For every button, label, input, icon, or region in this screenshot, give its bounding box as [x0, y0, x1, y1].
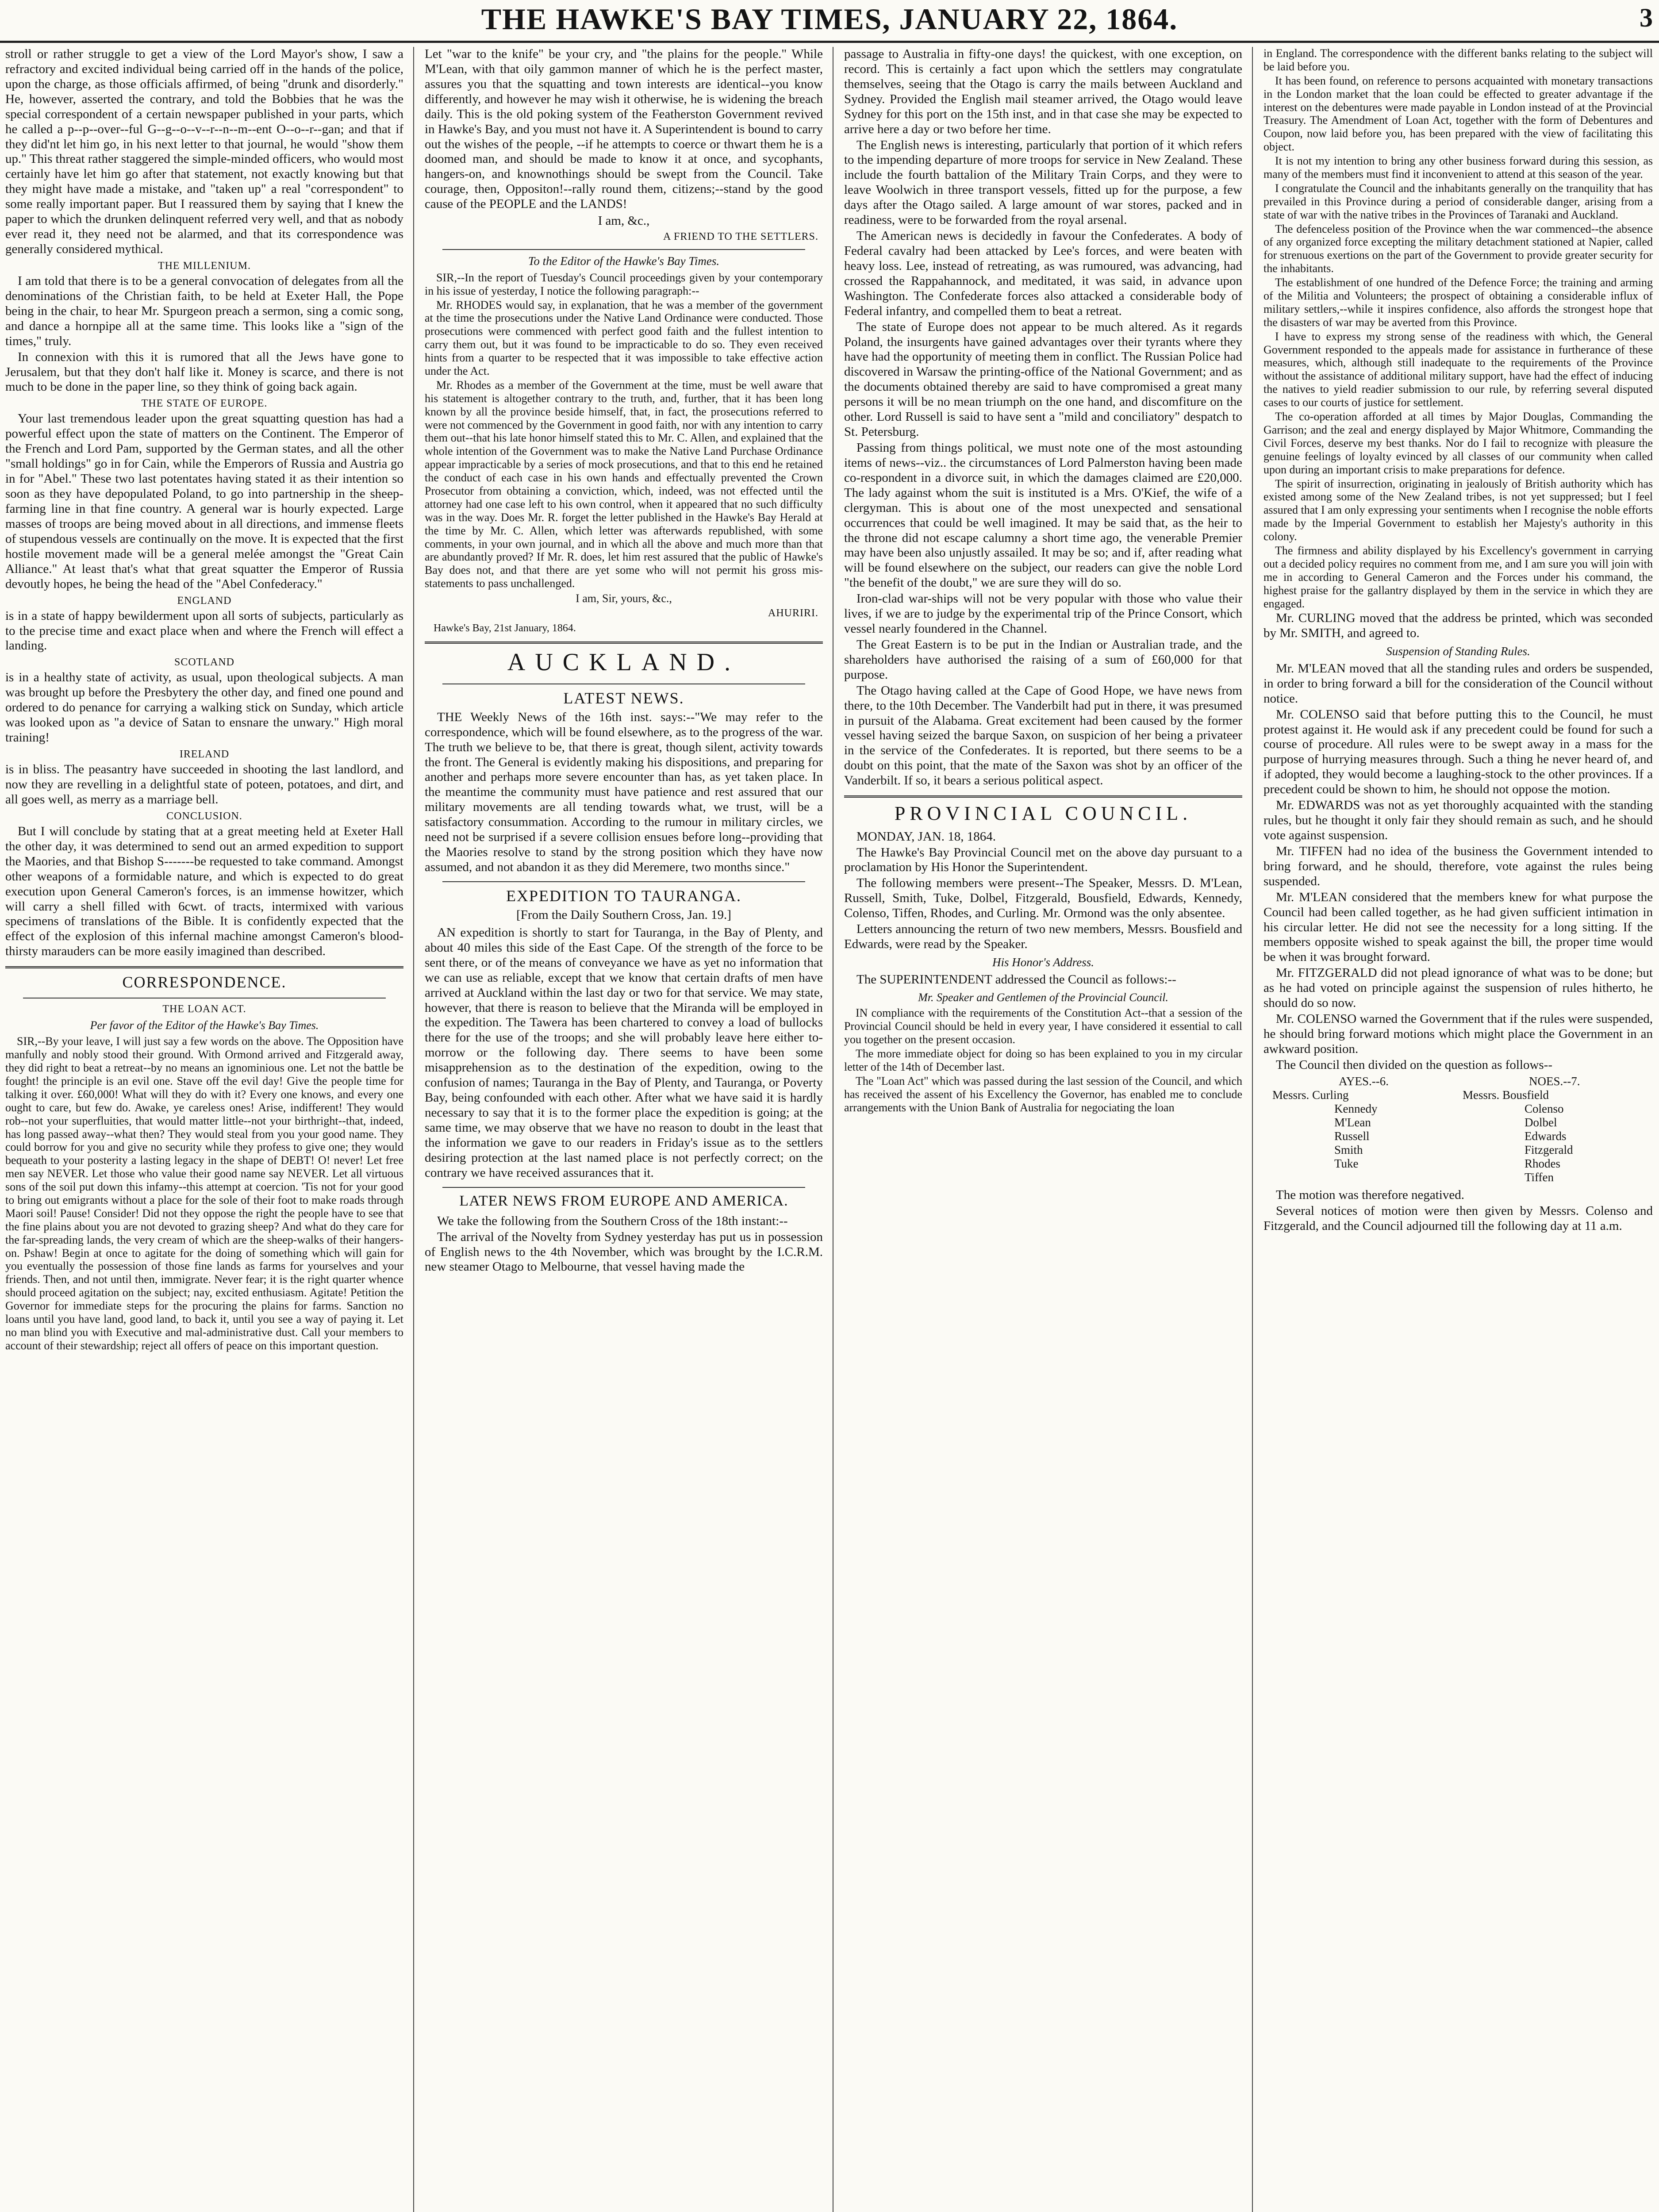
paragraph: is in a healthy state of activity, as usual, upon theological subjects. A man was brought up before the Presbytery the other day, and fined one pound and ordered to do penance for carrying a walking stick on Sunday, which article was looked upon as "a device of Satan to ensnare the unwary." High moral training!: [5, 670, 403, 745]
divider: [442, 1187, 805, 1188]
section-divider: [425, 641, 823, 644]
section-heading: PROVINCIAL COUNCIL.: [894, 803, 1192, 825]
paragraph: Let "war to the knife" be your cry, and "the plains for the people." While M'Lean, with that oily gammon manner of which he is the perfect master, assures you that the squatting and town interests are identical--you know differently, and however he may wish it otherwise, he is widening the breach daily. This is the old poking system of the Featherston Government revived in Hawke's Bay, and you must not have it. A Superintendent is bound to carry out the wishes of the people, --if he attempts to coerce or thwart them he is a doomed man, and should be made to know it at once, and sycophants, hangers-on, and knownothings should be swept from the Council. Take courage, then, Oppositon!--rally round them, citizens;--stand by the good cause of the PEOPLE and the LANDS!: [425, 47, 823, 211]
paragraph: The co-operation afforded at all times by Major Douglas, Commanding the Garrison; and the zeal and energy displayed by Major Whitmore, Commanding the Civil Forces, deserve my best thanks. Nor do I fail to recognize with pleasure the genuine feelings of loyalty evinced by all classes of our community when called upon during an important crisis to make preparations for defence.: [1263, 410, 1653, 476]
list-item: Bousfield: [1502, 1088, 1549, 1102]
paragraph: THE Weekly News of the 16th inst. says:--"We may refer to the correspondence, which will be found elsewhere, as to the progress of the war. The truth we believe to be, that there is great, though silent, activity towards the front. The General is evidently making his dispositions, and preparing for another and perhaps more severe encounter than has, as yet taken place. In the meantime the community must have patience and rest assured that our military movements are all tending towards what, we trust, will be a satisfactory consummation. According to the rumour in military circles, we need not be surprised if a severe collision ensues before long--providing that the Maories resolve to stand by the strong position which they have now assumed, and not abandon it as they did Meremere, two months since.": [425, 710, 823, 874]
paragraph: Mr. M'LEAN considered that the members knew for what purpose the Council had been called together, as he had given sufficient intimation in his circular letter. He did not see the necessity for a long sitting. If the members opposite wished to speak against the bill, the proper time would be when it was brought forward.: [1263, 890, 1653, 964]
list-item: Curling: [1312, 1088, 1349, 1102]
noes-heading: NOES.--7.: [1529, 1074, 1580, 1088]
paragraph: It has been found, on reference to persons acquainted with monetary transactions in the London market that the loan could be effected to greater advantage if the interest on the debentures were made payable in London instead of at the Provincial Treasury. The Amendment of Loan Act, together with the form of Debentures and Coupon, now laid before you, has been prepared with the view of facilitating this object.: [1263, 74, 1653, 154]
paragraph: Iron-clad war-ships will not be very popular with those who value their lives, if we are to judge by the experimental trip of the Prince Consort, which vessel nearly foundered in the Channel.: [844, 591, 1242, 636]
list-item: M'Lean: [1334, 1115, 1371, 1129]
paragraph: The Council then divided on the question as follows--: [1276, 1057, 1553, 1072]
paragraph: Mr. RHODES would say, in explanation, that he was a member of the government at the time the prosecutions under the Native Land Ordinance were conducted. Those prosecutions were commenced with perfect good faith and the fullest intention to carry them out, but it was found to be impracticable to do so. They even received hints from a quarter to be respected that it was impossible to take effective action under the Act.: [425, 298, 823, 377]
article-heading: LATEST NEWS.: [563, 689, 684, 707]
paragraph: Your last tremendous leader upon the great squatting question has had a powerful effect upon the state of matters on the Continent. The Emperor of the French and Lord Pam, supported by the German states, and all the other "small holdings" go in for Cain, while the Emperors of Russia and Austria go in for "Abel." These two last potentates having stated it as their intention so soon as they have depopulated Poland, to go into partnership in the sheep-farming line in that fine country. A general war is hourly expected. Large masses of troops are being moved about in all directions, and immense fleets of stupendous vessels are continually on the move. It is expected that the first hostile movement made will be a general melée amongst the "Great Cain Alliance." At least that's what that great squatter the Emperor of Russia devoutly hopes, he being the head of the "Abel Confederacy.": [5, 411, 403, 591]
divider: [442, 249, 805, 250]
paragraph: I have to express my strong sense of the readiness with which, the General Government responded to the appeals made for assistance in furtherance of these measures, which, although still inadequate to the requirements of the Province without the assistance of additional military support, have had the effect of inducing the natives to yield readier submission to our rule, by referring several disputed cases to our courts of justice for settlement.: [1263, 330, 1653, 409]
paragraph: in England. The correspondence with the different banks relating to the subject will be laid before you.: [1263, 47, 1653, 73]
subheading: THE MILLENIUM.: [158, 260, 251, 272]
paragraph: The more immediate object for doing so has been explained to you in my circular letter of the 14th of December last.: [844, 1047, 1242, 1073]
list-item: Kennedy: [1334, 1102, 1378, 1115]
letter-heading: To the Editor of the Hawke's Bay Times.: [528, 254, 720, 268]
article-source: [From the Daily Southern Cross, Jan. 19.]: [516, 908, 731, 922]
paragraph: Mr. COLENSO said that before putting this to the Council, he must protest against it. He would ask if any precedent could be found for such a course of procedure. All rules were to be swept away in a mass for the purpose of hurrying measures through. Such a thing he never heard of, and if adopted, they would become a laughing-stock to the other provinces. If a precedent could be shown to him, he should not oppose the motion.: [1263, 707, 1653, 797]
paragraph: I congratulate the Council and the inhabitants generally on the tranquility that has prevailed in this Province during a period of considerable danger, arising from a state of war with the native tribes in the Provinces of Taranaki and Auckland.: [1263, 181, 1653, 221]
section-heading: CORRESPONDENCE.: [122, 973, 287, 991]
section-divider: [5, 966, 403, 968]
paragraph: Letters announcing the return of two new members, Messrs. Bousfield and Edwards, were read by the Speaker.: [844, 922, 1242, 952]
column-2: [425, 47, 823, 2212]
byline: Per favor of the Editor of the Hawke's Bay Times.: [90, 1019, 319, 1032]
letter-signature: A FRIEND TO THE SETTLERS.: [663, 231, 818, 243]
paragraph: The English news is interesting, particularly that portion of it which refers to the impending departure of more troops for service in New Zealand. These include the fourth battalion of the Military Train Corps, and they were to leave Woolwich in three transport vessels, fitted up for the purpose, a few days after the Otago sailed. A large amount of war stores, packed and in readiness, were to be forwarded from the royal arsenal.: [844, 138, 1242, 227]
messrs-label: Messrs.: [1463, 1088, 1500, 1102]
division-list: [1272, 1075, 1653, 1184]
paragraph: Mr. M'LEAN moved that all the standing rules and orders be suspended, in order to bring forward a bill for the consideration of the Council without notice.: [1263, 661, 1653, 706]
masthead: [0, 0, 1659, 43]
paragraph: The spirit of insurrection, originating in jealously of British authority which has existed among some of the New Zealand tribes, is not yet suppressed; but I feel assured that I am only expressing your sentiments when I recognise the noble efforts made by the Imperial Government to establish her Majesty's authority in this colony.: [1263, 477, 1653, 543]
subheading: His Honor's Address.: [992, 956, 1094, 969]
paragraph: Mr. TIFFEN had no idea of the business the Government intended to bring forward, and he should, therefore, vote against the rules being suspended.: [1263, 844, 1653, 888]
page-number: 3: [1640, 3, 1653, 32]
page-title: THE HAWKE'S BAY TIMES, JANUARY 22, 1864.: [481, 2, 1178, 36]
letter-close: I am, &c.,: [598, 214, 650, 228]
list-item: Edwards: [1525, 1129, 1567, 1143]
section-heading: AUCKLAND.: [507, 649, 741, 676]
list-item: Tuke: [1334, 1157, 1359, 1170]
paragraph: Mr. CURLING moved that the address be printed, which was seconded by Mr. SMITH, and agreed to.: [1263, 611, 1653, 641]
subheading: THE LOAN ACT.: [162, 1003, 246, 1015]
address-salutation: Mr. Speaker and Gentlemen of the Provincial Council.: [918, 991, 1168, 1004]
subheading: SCOTLAND: [174, 657, 234, 668]
list-item: Rhodes: [1525, 1157, 1560, 1170]
paragraph: IN compliance with the requirements of the Constitution Act--that a session of the Provincial Council should be held in every year, I have considered it essential to call you together on the present occasion.: [844, 1006, 1242, 1046]
subheading: CONCLUSION.: [166, 810, 242, 822]
messrs-label: Messrs.: [1272, 1088, 1310, 1102]
paragraph: In connexion with this it is rumored that all the Jews have gone to Jerusalem, but that they don't half like it. Money is scarce, and there is not much to be done in the paper line, so they think of going back again.: [5, 349, 403, 394]
ayes-heading: AYES.--6.: [1339, 1074, 1389, 1088]
paragraph: Mr. FITZGERALD did not plead ignorance of what was to be done; but as he had voted on principle against the suspension of rules hitherto, he should do so now.: [1263, 966, 1653, 1010]
paragraph: The defenceless position of the Province when the war commenced--the absence of any organized force excepting the military detachment stationed at Napier, called for strenuous exertions on the part of the Government to provide greater security for the inhabitants.: [1263, 222, 1653, 275]
paragraph: AN expedition is shortly to start for Tauranga, in the Bay of Plenty, and about 40 miles this side of the East Cape. Of the strength of the force to be sent there, or of the means of conveyance we have as yet no information that we can use as reliable, except that we know that certain drafts of men have arrived at Auckland within the last day or two for that service. We may state, however, that there is reason to believe that the Miranda will be employed in the expedition. The Tawera has been chartered to convey a load of bullocks there for the use of the troops; and she will probably leave here either to-morrow or the following day. There seems to have been some misapprehension as to the destination of the expedition, owing to the confusion of names; Tauranga in the Bay of Plenty, and Tauranga, or Poverty Bay, being confounded with each other. After what we have said it is hardly necessary to say that it is to the former place the expedition is going; at the same time, we may observe that we have no reason to doubt in the least that the information we gave to our readers in Friday's issue as to the settlers desiring protection at the last named place is not perfectly correct; on the contrary we have received assurances that it.: [425, 925, 823, 1180]
paragraph: Several notices of motion were then given by Messrs. Colenso and Fitzgerald, and the Council adjourned till the following day at 11 a.m.: [1263, 1204, 1653, 1233]
paragraph: stroll or rather struggle to get a view of the Lord Mayor's show, I saw a refractory and excited individual being carried off in the hands of the police, upon the charge, as those officials affirmed, of being "drunk and disorderly." He, however, asserted the contrary, and told the Bobbies that he was the special correspondent of a certain newspaper published in your parts, which he called a p--p--over--ful G--g--o--v--r--n--m--ent O--o--r--gan; and that if they did'nt let him go, in his next letter to that journal, he would "show them up." This threat rather staggered the simple-minded officers, who would most certainly have let him go after that statement, not exactly knowing but that they might have made a mistake, and "taken up" a real "correspondent" to some really important paper. But I reassured them by saying that I knew the paper to which the drunken delinquent referred very well, and that as nobody ever read it, they need not be alarmed, and that its correspondence was generally considered mythical.: [5, 47, 403, 256]
paragraph: We take the following from the Southern Cross of the 18th instant:--: [437, 1214, 788, 1228]
paragraph: But I will conclude by stating that at a great meeting held at Exeter Hall the other day, it was determined to send out an armed expedition to support the Maories, and that Bishop S-------be requested to take command. Amongst other weapons of a formidable nature, and which is expected to do great execution upon General Cameron's forces, is an immense howitzer, which will carry a shell filled with 6cwt. of tracts, intermixed with various specimens of translations of the Bible. It is confidently expected that the effect of the explosion of this infernal machine amongst Cameron's blood-thirsty marauders can be more easily imagined than described.: [5, 824, 403, 959]
paragraph: The SUPERINTENDENT addressed the Council as follows:--: [856, 972, 1176, 987]
list-item: Colenso: [1525, 1102, 1564, 1115]
column-rule: [413, 47, 414, 2212]
paragraph: The state of Europe does not appear to be much altered. As it regards Poland, the insurgents have gained advantages over their tyrants where they have had the opportunity of meeting them in conflict. The Russian Police had discovered in Warsaw the printing-office of the National Government; and as the documents obtained thereby are said to have compromised a great many persons it will be no mean triumph on the one hand, and discomfiture on the other. Lord Russell is said to have sent a "mild and conciliatory" despatch to St. Petersburg.: [844, 319, 1242, 439]
list-item: Tiffen: [1525, 1171, 1554, 1184]
paragraph: Mr. COLENSO warned the Government that if the rules were suspended, he should bring forward motions which might place the Government in an awkward position.: [1263, 1012, 1653, 1056]
paragraph: Mr. EDWARDS was not as yet thoroughly acquainted with the standing rules, but he thought it only fair they should remain as such, and he should vote against suspension.: [1263, 798, 1653, 842]
paragraph: It is not my intention to bring any other business forward during this session, as many of the members must find it inconvenient to attend at this season of the year.: [1263, 154, 1653, 181]
paragraph: The motion was therefore negatived.: [1276, 1188, 1464, 1202]
paragraph: passage to Australia in fifty-one days! the quickest, with one exception, on record. This is certainly a fact upon which the settlers may congratulate themselves, seeing that the Otago is carry the mails between Auckland and Sydney. Provided the English mail steamer arrived, the Otago would leave Sydney for this port on the 15th inst, and in that case she may be expected to arrive here a day or two before her time.: [844, 47, 1242, 136]
paragraph: Mr. Rhodes as a member of the Government at the time, must be well aware that his statement is altogether contrary to the truth, and, further, that it has been long known by all the province beside himself, that, in fact, the prosecutions referred to were not commenced by the Government in good faith, nor with any intention to carry them out--that his late honor himself stated this to Mr. C. Allen, and explained that the whole intention of the Government was to make the Native Land Purchase Ordinance appear impracticable by a series of mock prosecutions, and that to this end he retained the conduct of each case in his own hands and effectually prevented the Crown Prosecutor from obtaining a conviction, which, indeed, was not effected until the attorney had one case left to his own control, when it appeared that no such difficulty was in the way. Does Mr. R. forget the letter published in the Hawke's Bay Herald at the time by Mr. C. Allen, which letter was afterwards republished, with some comments, in your own journal, and in which all the above and much more than that are abundantly proved? If Mr. R. does, let him rest assured that the public of Hawke's Bay does not, and that there are yet some who will not permit his gross mis-statements to pass unchallenged.: [425, 378, 823, 590]
list-item: Smith: [1334, 1143, 1363, 1156]
paragraph: The arrival of the Novelty from Sydney yesterday has put us in possession of English news to the 4th November, which was brought by the I.C.R.M. new steamer Otago to Melbourne, that vessel having made the: [425, 1229, 823, 1274]
paragraph: SIR,--By your leave, I will just say a few words on the above. The Opposition have manfully and nobly stood their ground. With Ormond arrived and Fitzgerald away, they did right to beat a retreat--by no means an ignominious one. Let not the battle be fought! the principle is an evil one. Stave off the evil day! Give the people time for talking it over. £60,000! What will they do with it? Every one knows, and every one ought to care, but few do. Awake, ye careless ones! Arise, indifferent! They would rob--not your superfluities, that would matter little--not your birthright--that, indeed, has long passed away--what then? They would steal from you your good name. They could borrow for you and give no security while they profess to give one; they would bequeath to your posterity a lasting legacy in the shape of DEBT! O! never! Let free men say NEVER. Let those who value their good name say NEVER. Let all virtuous sons of the soil put down this infamy--this attempt at coercion. 'Tis not for your good to bring out emigrants without a place for the sole of their foot to make roads through Maori soil! Pause! Consider! Did not they oppose the right the people have to see that the fine plains about you are not devoted to grazing sheep? And what do they care for the far-spreading lands, the very cream of which are the sheep-walks of their hangers-on. Pshaw! Begin at once to agitate for the doing of something which will gain for you eventually the possession of those fine lands as farms for yourselves and your friends. Then, and not until then, immigrate. Never fear; it is the right quarter whence should proceed agitation on the subject; nay, excited enthusiasm. Agitate! Petition the Governor for immediate steps for the procuring the plains for farms. Sanction no loans until you have land, good land, to back it, until you see a way of paying it. Let no man blind you with Executive and mal-administrative dust. Call your members to account of their stewardship; reject all offers of peace on this important question.: [5, 1035, 403, 1352]
paragraph: is in a state of happy bewilderment upon all sorts of subjects, particularly as to the precise time and exact place when and where the French will effect a landing.: [5, 608, 403, 653]
letter-close: I am, Sir, yours, &c.,: [576, 592, 672, 605]
column-rule: [1252, 47, 1253, 2212]
paragraph: The Otago having called at the Cape of Good Hope, we have news from there, to the 10th December. The Vanderbilt had put in there, it was presumed in pursuit of the Alabama. Great excitement had been caused by the former vessel having seized the barque Saxon, on suspicion of her being a privateer in the service of the Confederates. It is reported, but there seems to be a doubt on this point, that the mate of the Saxon was shot by an officer of the Vanderbilt. If so, it bears a serious political aspect.: [844, 683, 1242, 788]
subheading: IRELAND: [179, 749, 230, 760]
article-heading: LATER NEWS FROM EUROPE AND AMERICA.: [459, 1192, 788, 1209]
article-heading: EXPEDITION TO TAURANGA.: [506, 887, 742, 905]
letter-date: Hawke's Bay, 21st January, 1864.: [434, 622, 576, 634]
letter-signature: AHURIRI.: [768, 607, 818, 619]
paragraph: Passing from things political, we must note one of the most astounding items of news--viz.. the circumstances of Lord Palmerston having been made co-respondent in a divorce suit, in which the damages claimed are £20,000. The lady against whom the suit is instituted is a Mrs. O'Kief, the wife of a clergyman. This is about one of the most unexpected and sensational occurrences that could be well imagined. It may be said that, as the heir to the throne did not escape calumny a short time ago, the venerable Premier may have been also unjustly assailed. It may be so; and if, after reading what will be found elsewhere on the subject, our readers can give the noble Lord "the benefit of the doubt," we are sure they will do so.: [844, 440, 1242, 590]
paragraph: I am told that there is to be a general convocation of delegates from all the denominations of the Christian faith, to be held at Exeter Hall, the Pope being in the chair, to hear Mr. Spurgeon preach a sermon, sing a comic song, and dance a hornpipe all at the same time. This looks like a "sign of the times," truly.: [5, 273, 403, 348]
paragraph: The Hawke's Bay Provincial Council met on the above day pursuant to a proclamation by His Honor the Superintendent.: [844, 845, 1242, 875]
paragraph: The following members were present--The Speaker, Messrs. D. M'Lean, Russell, Smith, Tuke, Dolbel, Fitzgerald, Bousfield, Edwards, Kennedy, Colenso, Tiffen, Rhodes, and Curling. Mr. Ormond was the only absentee.: [844, 876, 1242, 921]
subheading: THE STATE OF EUROPE.: [141, 398, 268, 410]
paragraph: The American news is decidedly in favour the Confederates. A body of Federal cavalry had been attacked by Lee's forces, and were beaten with heavy loss. Lee, instead of retreating, as was rumoured, was advancing, had crossed the Rappahannock, and meditated, it was said, in advance upon Washington. The Confederate forces also attacked a considerable body of Federal infantry, and compelled them to beat a retreat.: [844, 229, 1242, 318]
column-4: [1263, 47, 1653, 2212]
ayes-list: [1272, 1075, 1463, 1184]
paragraph: The Great Eastern is to be put in the Indian or Australian trade, and the shareholders have authorised the raising of a sum of £60,000 for that purpose.: [844, 637, 1242, 682]
paragraph: The establishment of one hundred of the Defence Force; the training and arming of the Militia and Volunteers; the prospect of obtaining a considerable influx of military settlers,--while it inspires confidence, also affords the strongest hope that the disasters of war may be averted from this Province.: [1263, 276, 1653, 329]
section-divider: [844, 795, 1242, 798]
divider: [442, 881, 805, 882]
noes-list: [1463, 1075, 1653, 1184]
paragraph: The "Loan Act" which was passed during the last session of the Council, and which has received the assent of his Excellency the Governor, has enabled me to conclude arrangements with the Union Bank of Australia for negociating the loan: [844, 1074, 1242, 1114]
list-item: Fitzgerald: [1525, 1143, 1573, 1156]
list-item: Dolbel: [1525, 1115, 1557, 1129]
paragraph: The firmness and ability displayed by his Excellency's government in carrying out a decided policy requires no comment from me, and I am sure you will join with me in according to General Cameron and the Forces under his command, the highest praise for the gallantry displayed by them in the service in which they are engaged.: [1263, 544, 1653, 610]
list-item: Russell: [1334, 1129, 1370, 1143]
paragraph: SIR,--In the report of Tuesday's Council proceedings given by your contemporary in his issue of yesterday, I notice the following paragraph:--: [425, 271, 823, 297]
subheading: ENGLAND: [177, 595, 232, 607]
column-3: [844, 47, 1242, 2212]
paragraph: is in bliss. The peasantry have succeeded in shooting the last landlord, and now they are revelling in a delightful state of poteen, potatoes, and dirt, and all goes well, as merry as a marriage bell.: [5, 762, 403, 806]
dateline: MONDAY, JAN. 18, 1864.: [856, 829, 996, 844]
column-1: [5, 47, 403, 2212]
subheading: Suspension of Standing Rules.: [1386, 645, 1530, 658]
